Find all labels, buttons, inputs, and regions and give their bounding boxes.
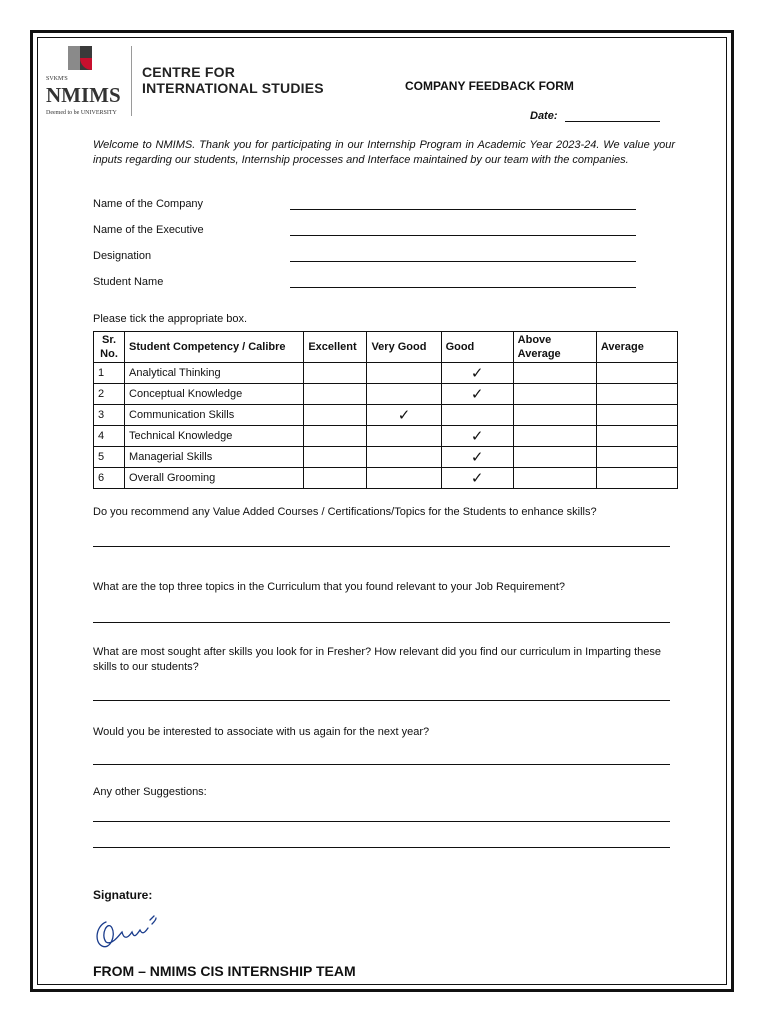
- table-row: [94, 426, 678, 447]
- footer-team: FROM – NMIMS CIS INTERNSHIP TEAM: [93, 963, 356, 979]
- logo-main: NMIMS: [46, 83, 121, 107]
- header-excellent: Excellent: [304, 332, 367, 363]
- question-associate-again: Would you be interested to associate with us again for the next year?: [93, 726, 430, 738]
- answer-associate-again[interactable]: [93, 764, 670, 765]
- row-sr-no: 3: [94, 405, 125, 426]
- tick-instruction: Please tick the appropriate box.: [93, 313, 248, 325]
- header-average: Average: [596, 332, 677, 363]
- table-row: [94, 468, 678, 489]
- table-header-row: [94, 332, 678, 363]
- rating-cell-very-good[interactable]: [367, 405, 441, 426]
- question-curriculum-topics: What are the top three topics in the Curriculum that you found relevant to your Job Requirement?: [93, 581, 566, 593]
- rating-cell-average[interactable]: [596, 468, 677, 489]
- executive-name-field[interactable]: [290, 235, 636, 236]
- rating-cell-average[interactable]: [596, 447, 677, 468]
- date-label: Date:: [530, 110, 558, 122]
- rating-cell-good[interactable]: [441, 405, 513, 426]
- designation-field[interactable]: [290, 261, 636, 262]
- signature-label: Signature:: [93, 888, 153, 902]
- rating-cell-above-average[interactable]: [513, 447, 596, 468]
- row-sr-no: 2: [94, 384, 125, 405]
- rating-cell-average[interactable]: [596, 363, 677, 384]
- tick-mark-icon: ✓: [470, 364, 484, 382]
- rating-cell-excellent[interactable]: [304, 363, 367, 384]
- row-sr-no: 4: [94, 426, 125, 447]
- student-name-label: Student Name: [93, 276, 164, 288]
- rating-cell-above-average[interactable]: [513, 468, 596, 489]
- executive-name-label: Name of the Executive: [93, 224, 204, 236]
- signature-image: [92, 912, 158, 952]
- logo-shield-grey: [68, 46, 80, 70]
- rating-cell-very-good[interactable]: [367, 363, 441, 384]
- rating-cell-average[interactable]: [596, 405, 677, 426]
- header-above-average: Above Average: [513, 332, 596, 363]
- answer-other-suggestions-line-2[interactable]: [93, 847, 670, 848]
- row-competency: Technical Knowledge: [125, 426, 304, 447]
- rating-cell-average[interactable]: [596, 384, 677, 405]
- header-good: Good: [441, 332, 513, 363]
- tick-mark-icon: ✓: [397, 406, 411, 424]
- logo-divider: [131, 46, 132, 116]
- table-row: [94, 384, 678, 405]
- org-name: [142, 64, 324, 96]
- tick-mark-icon: ✓: [470, 448, 484, 466]
- rating-cell-above-average[interactable]: [513, 384, 596, 405]
- rating-cell-average[interactable]: [596, 426, 677, 447]
- answer-other-suggestions-line-1[interactable]: [93, 821, 670, 822]
- row-competency: Analytical Thinking: [125, 363, 304, 384]
- table-row: [94, 405, 678, 426]
- table-row: [94, 447, 678, 468]
- logo-small-bottom: Deemed to be UNIVERSITY: [46, 110, 117, 116]
- rating-cell-above-average[interactable]: [513, 426, 596, 447]
- org-line-2: INTERNATIONAL STUDIES: [142, 80, 324, 96]
- rating-cell-good[interactable]: [441, 426, 513, 447]
- org-line-1: CENTRE FOR: [142, 64, 235, 80]
- tick-mark-icon: ✓: [470, 385, 484, 403]
- rating-cell-very-good[interactable]: [367, 447, 441, 468]
- company-name-label: Name of the Company: [93, 198, 204, 210]
- row-sr-no: 6: [94, 468, 125, 489]
- header-sr-no: Sr. No.: [94, 332, 125, 363]
- answer-curriculum-topics[interactable]: [93, 622, 670, 623]
- nmims-logo: [44, 44, 126, 120]
- intro-paragraph: Welcome to NMIMS. Thank you for participating in our Internship Program in Academic Year 2023-24. We value your inputs regarding our students, Internship processes and Interface maintained by our team with the companies.: [93, 139, 675, 166]
- competency-table: [93, 331, 678, 489]
- rating-cell-excellent[interactable]: [304, 468, 367, 489]
- row-sr-no: 1: [94, 363, 125, 384]
- rating-cell-very-good[interactable]: [367, 384, 441, 405]
- rating-cell-above-average[interactable]: [513, 363, 596, 384]
- tick-mark-icon: ✓: [470, 469, 484, 487]
- company-name-field[interactable]: [290, 209, 636, 210]
- rating-cell-excellent[interactable]: [304, 405, 367, 426]
- rating-cell-good[interactable]: [441, 447, 513, 468]
- answer-value-added-courses[interactable]: [93, 546, 670, 547]
- table-row: [94, 363, 678, 384]
- header-very-good: Very Good: [367, 332, 441, 363]
- question-value-added-courses: Do you recommend any Value Added Courses / Certifications/Topics for the Students to enhance skills?: [93, 506, 597, 518]
- tick-mark-icon: ✓: [470, 427, 484, 445]
- row-competency: Managerial Skills: [125, 447, 304, 468]
- row-sr-no: 5: [94, 447, 125, 468]
- designation-label: Designation: [93, 250, 152, 262]
- student-name-field[interactable]: [290, 287, 636, 288]
- row-competency: Communication Skills: [125, 405, 304, 426]
- table-body: [94, 363, 678, 489]
- row-competency: Conceptual Knowledge: [125, 384, 304, 405]
- rating-cell-excellent[interactable]: [304, 447, 367, 468]
- rating-cell-good[interactable]: [441, 468, 513, 489]
- answer-fresher-skills[interactable]: [93, 700, 670, 701]
- row-competency: Overall Grooming: [125, 468, 304, 489]
- header-competency: Student Competency / Calibre: [125, 332, 304, 363]
- rating-cell-very-good[interactable]: [367, 426, 441, 447]
- rating-cell-excellent[interactable]: [304, 384, 367, 405]
- rating-cell-very-good[interactable]: [367, 468, 441, 489]
- rating-cell-above-average[interactable]: [513, 405, 596, 426]
- date-field[interactable]: [565, 121, 660, 122]
- logo-small-top: SVKM'S: [46, 76, 68, 82]
- question-other-suggestions: Any other Suggestions:: [93, 786, 207, 798]
- rating-cell-good[interactable]: [441, 363, 513, 384]
- rating-cell-good[interactable]: [441, 384, 513, 405]
- question-fresher-skills: What are most sought after skills you look for in Fresher? How relevant did you find our curriculum in Imparting these skills to our students?: [93, 646, 661, 673]
- rating-cell-excellent[interactable]: [304, 426, 367, 447]
- form-title: COMPANY FEEDBACK FORM: [405, 79, 574, 93]
